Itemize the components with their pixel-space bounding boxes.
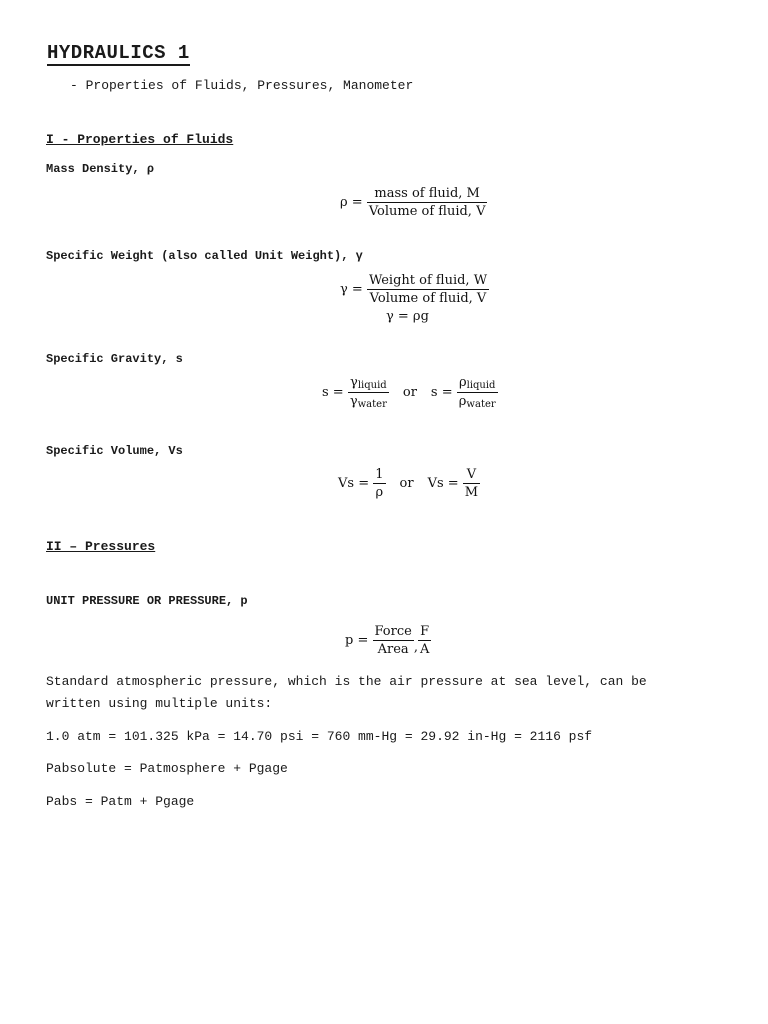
eq-numerator (348, 375, 389, 392)
eq-numerator: F (420, 624, 430, 639)
eq-numerator: mass of fluid, M (374, 186, 480, 201)
page-title: HYDRAULICS 1 (47, 42, 190, 64)
paragraph-line: written using multiple units: (46, 696, 273, 711)
eq-or: or (402, 385, 417, 400)
rho-symbol: ρ (458, 375, 467, 390)
unit-pressure-equation (345, 624, 431, 657)
gamma-symbol: γ (349, 394, 358, 409)
eq-fraction (373, 467, 385, 500)
specific-gravity-equation (322, 375, 498, 410)
eq-denominator: A (419, 642, 430, 657)
eq-denominator: Volume of fluid, V (368, 204, 486, 219)
specific-volume-label: Specific Volume, Vs (46, 444, 183, 458)
eq-fraction-2 (457, 375, 498, 410)
eq-lhs: p = (345, 633, 369, 648)
eq-fraction (367, 186, 488, 219)
section-heading-properties: I - Properties of Fluids (46, 132, 234, 147)
eq-lhs: s = (322, 385, 344, 400)
eq-denominator (348, 392, 389, 410)
eq-lhs-2: s = (430, 385, 453, 400)
eq-denominator: Area (373, 640, 414, 657)
absolute-pressure-line: Pabsolute = Patmosphere + Pgage (46, 761, 288, 776)
absolute-pressure-short-line: Pabs = Patm + Pgage (46, 794, 195, 809)
specific-weight-label: Specific Weight (also called Unit Weight), γ (46, 249, 363, 263)
eq-fraction (373, 624, 414, 657)
mass-density-label: Mass Density, ρ (46, 162, 155, 176)
section-heading-pressures: II – Pressures (46, 539, 156, 554)
eq-numerator: V (466, 467, 477, 482)
eq-fraction (367, 273, 489, 306)
eq-fraction (348, 375, 389, 410)
eq-denominator (457, 392, 498, 410)
eq-lhs: γ = (340, 282, 363, 297)
rho-symbol: ρ (458, 394, 467, 409)
eq-denominator: M (464, 485, 479, 500)
eq-fraction-2 (463, 467, 480, 500)
specific-gravity-label: Specific Gravity, s (46, 352, 183, 366)
eq-or: or (399, 476, 414, 491)
eq-subscript: water (357, 399, 387, 410)
eq-subscript: water (466, 399, 496, 410)
eq-subscript: liquid (466, 380, 496, 391)
mass-density-equation (340, 186, 487, 219)
eq-numerator: Force (374, 624, 412, 639)
eq-subscript: liquid (357, 380, 387, 391)
specific-weight-equation-2: γ = ρg (386, 309, 429, 324)
units-equivalence-line: 1.0 atm = 101.325 kPa = 14.70 psi = 760 mm-Hg = 29.92 in-Hg = 2116 psf (46, 729, 593, 744)
eq-numerator (457, 375, 498, 392)
specific-volume-equation (338, 467, 480, 500)
eq-denominator: ρ (373, 483, 385, 500)
eq-denominator: Volume of fluid, V (367, 289, 489, 306)
eq-lhs-2: Vs = (427, 476, 459, 491)
unit-pressure-label: UNIT PRESSURE OR PRESSURE, p (46, 594, 248, 608)
eq-numerator: 1 (375, 467, 384, 482)
paragraph-line: Standard atmospheric pressure, which is the air pressure at sea level, can be (46, 674, 647, 689)
eq-lhs: Vs = (338, 476, 370, 491)
gamma-symbol: γ (350, 375, 358, 390)
page-subtitle: - Properties of Fluids, Pressures, Manometer (70, 78, 414, 93)
eq-fraction-2 (418, 624, 431, 657)
eq-lhs: ρ = (340, 195, 363, 210)
specific-weight-equation (340, 273, 489, 306)
eq-separator: , (413, 640, 418, 655)
eq-numerator: Weight of fluid, W (368, 273, 488, 288)
